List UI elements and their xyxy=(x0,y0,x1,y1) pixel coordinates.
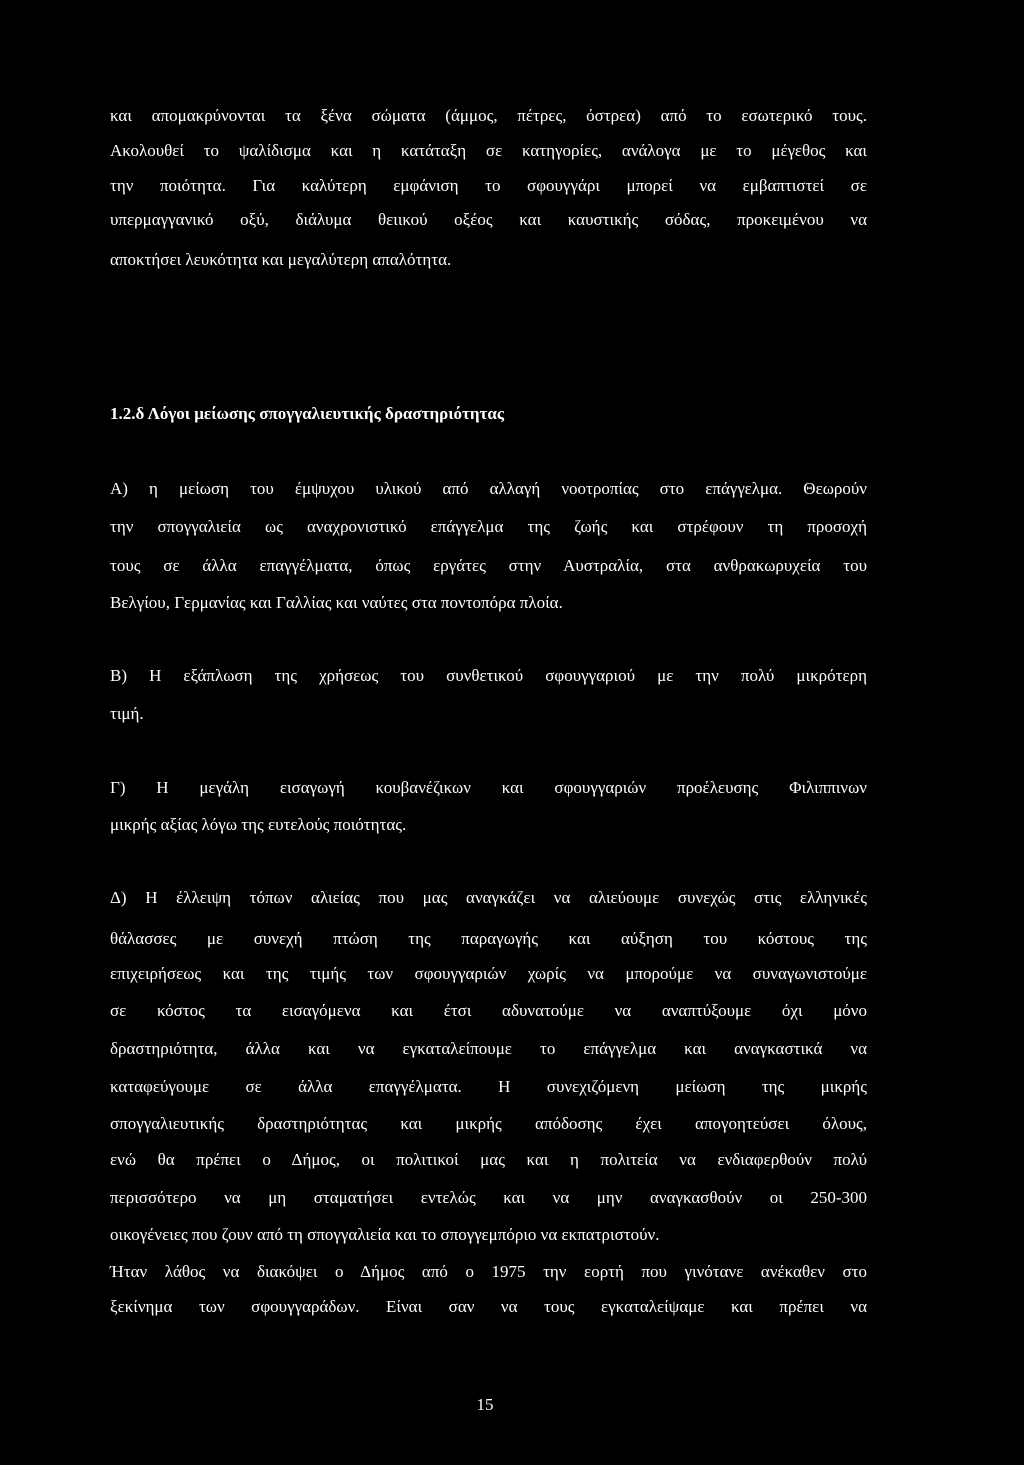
text-line: Α) η μείωση του έμψυχου υλικού από αλλαγή νοοτροπίας στο επάγγελμα. Θεωρούν xyxy=(110,479,867,498)
text-line: Ακολουθεί το ψαλίδισμα και η κατάταξη σε κατηγορίες, ανάλογα με το μέγεθος και xyxy=(110,141,867,160)
text-line: την ποιότητα. Για καλύτερη εμφάνιση το σφουγγάρι μπορεί να εμβαπτιστεί σε xyxy=(110,176,867,195)
text-line: Βελγίου, Γερμανίας και Γαλλίας και ναύτες στα ποντοπόρα πλοία. xyxy=(110,593,563,612)
text-line: Β) Η εξάπλωση της χρήσεως του συνθετικού σφουγγαριού με την πολύ μικρότερη xyxy=(110,666,867,685)
text-line: θάλασσες με συνεχή πτώση της παραγωγής και αύξηση του κόστους της xyxy=(110,929,867,948)
text-line: μικρής αξίας λόγω της ευτελούς ποιότητας. xyxy=(110,815,407,834)
text-line: Γ) Η μεγάλη εισαγωγή κουβανέζικων και σφουγγαριών προέλευσης Φιλιππινων xyxy=(110,778,867,797)
text-line: την σπογγαλιεία ως αναχρονιστικό επάγγελμα της ζωής και στρέφουν τη προσοχή xyxy=(110,517,867,536)
text-line: καταφεύγουμε σε άλλα επαγγέλματα. Η συνεχιζόμενη μείωση της μικρής xyxy=(110,1077,867,1096)
text-line: σε κόστος τα εισαγόμενα και έτσι αδυνατούμε να αναπτύξουμε όχι μόνο xyxy=(110,1001,867,1020)
text-line: Ήταν λάθος να διακόψει ο Δήμος από ο 1975 την εορτή που γινότανε ανέκαθεν στο xyxy=(110,1262,867,1281)
text-line: υπερμαγγανικό οξύ, διάλυμα θειικού οξέος και καυστικής σόδας, προκειμένου να xyxy=(110,210,867,229)
text-line: τους σε άλλα επαγγέλματα, όπως εργάτες στην Αυστραλία, στα ανθρακωρυχεία του xyxy=(110,556,867,575)
text-line: ενώ θα πρέπει ο Δήμος, οι πολιτικοί μας και η πολιτεία να ενδιαφερθούν πολύ xyxy=(110,1150,867,1169)
text-line: και απομακρύνονται τα ξένα σώματα (άμμος, πέτρες, όστρεα) από το εσωτερικό τους. xyxy=(110,106,867,125)
text-line: οικογένειες που ζουν από τη σπογγαλιεία και το σπογγεμπόριο να εκπατριστούν. xyxy=(110,1225,660,1244)
text-line: Δ) Η έλλειψη τόπων αλιείας που μας αναγκάζει να αλιεύουμε συνεχώς στις ελληνικές xyxy=(110,888,867,907)
section-heading: 1.2.δ Λόγοι μείωσης σπογγαλιευτικής δραστηριότητας xyxy=(110,404,504,423)
text-line: περισσότερο να μη σταματήσει εντελώς και να μην αναγκασθούν οι 250-300 xyxy=(110,1188,867,1207)
text-line: επιχειρήσεως και της τιμής των σφουγγαριών χωρίς να μπορούμε να συναγωνιστούμε xyxy=(110,964,867,983)
text-line: τιμή. xyxy=(110,704,144,723)
text-line: σπογγαλιευτικής δραστηριότητας και μικρής απόδοσης έχει απογοητεύσει όλους, xyxy=(110,1114,867,1133)
text-line: ξεκίνημα των σφουγγαράδων. Είναι σαν να τους εγκαταλείψαμε και πρέπει να xyxy=(110,1297,867,1316)
page-number: 15 xyxy=(476,1395,494,1414)
text-line: δραστηριότητα, άλλα και να εγκαταλείπουμε το επάγγελμα και αναγκαστικά να xyxy=(110,1039,867,1058)
text-line: αποκτήσει λευκότητα και μεγαλύτερη απαλότητα. xyxy=(110,250,452,269)
